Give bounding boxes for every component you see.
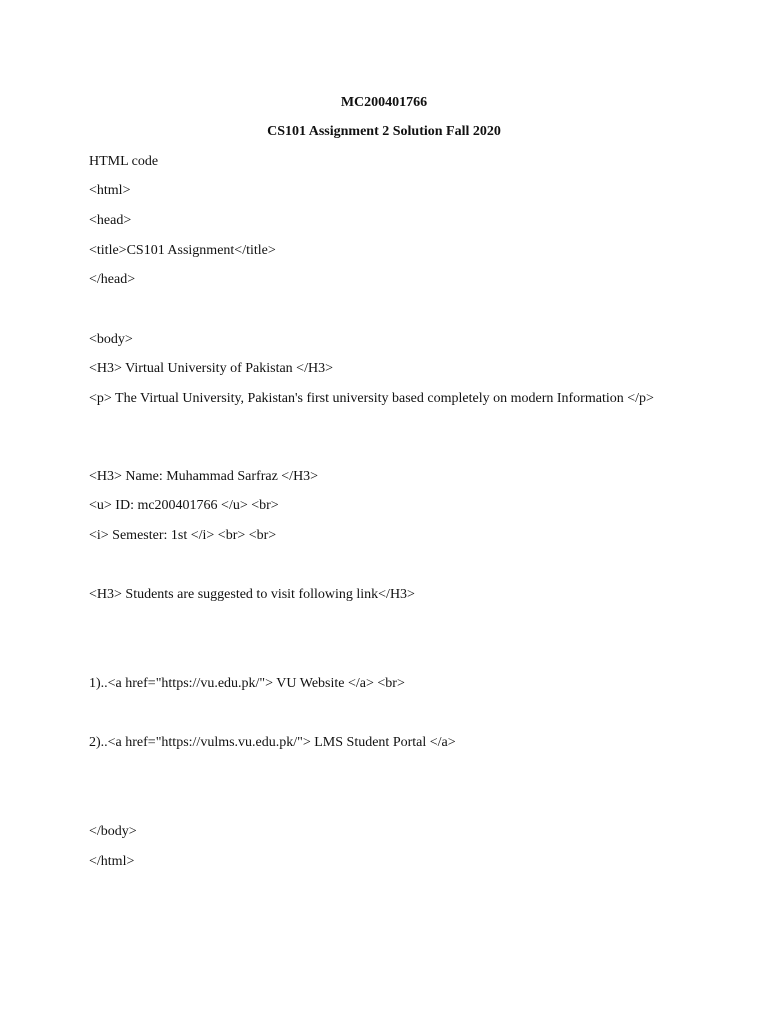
code-line-html-close: </html> (89, 854, 135, 869)
code-line-lms-link: 2)..<a href="https://vulms.vu.edu.pk/"> LMS Student Portal </a> (89, 735, 456, 750)
code-line-h3-links: <H3> Students are suggested to visit following link</H3> (89, 587, 415, 602)
code-line-body-open: <body> (89, 332, 133, 347)
code-line-id: <u> ID: mc200401766 </u> <br> (89, 498, 279, 513)
code-line-html-open: <html> (89, 183, 131, 198)
code-label: HTML code (89, 154, 159, 169)
code-line-paragraph: <p> The Virtual University, Pakistan's first university based completely on modern Information </p> (89, 391, 654, 406)
code-line-semester: <i> Semester: 1st </i> <br> <br> (89, 528, 277, 543)
student-id-heading: MC200401766 (340, 95, 428, 110)
code-line-head-open: <head> (89, 213, 132, 228)
code-line-h3-name: <H3> Name: Muhammad Sarfraz </H3> (89, 469, 319, 484)
assignment-title: CS101 Assignment 2 Solution Fall 2020 (267, 124, 501, 139)
code-line-head-close: </head> (89, 272, 136, 287)
code-line-title: <title>CS101 Assignment</title> (89, 243, 276, 258)
code-line-vu-link: 1)..<a href="https://vu.edu.pk/"> VU Website </a> <br> (89, 676, 405, 691)
code-line-h3-university: <H3> Virtual University of Pakistan </H3> (89, 361, 333, 376)
code-line-body-close: </body> (89, 824, 137, 839)
